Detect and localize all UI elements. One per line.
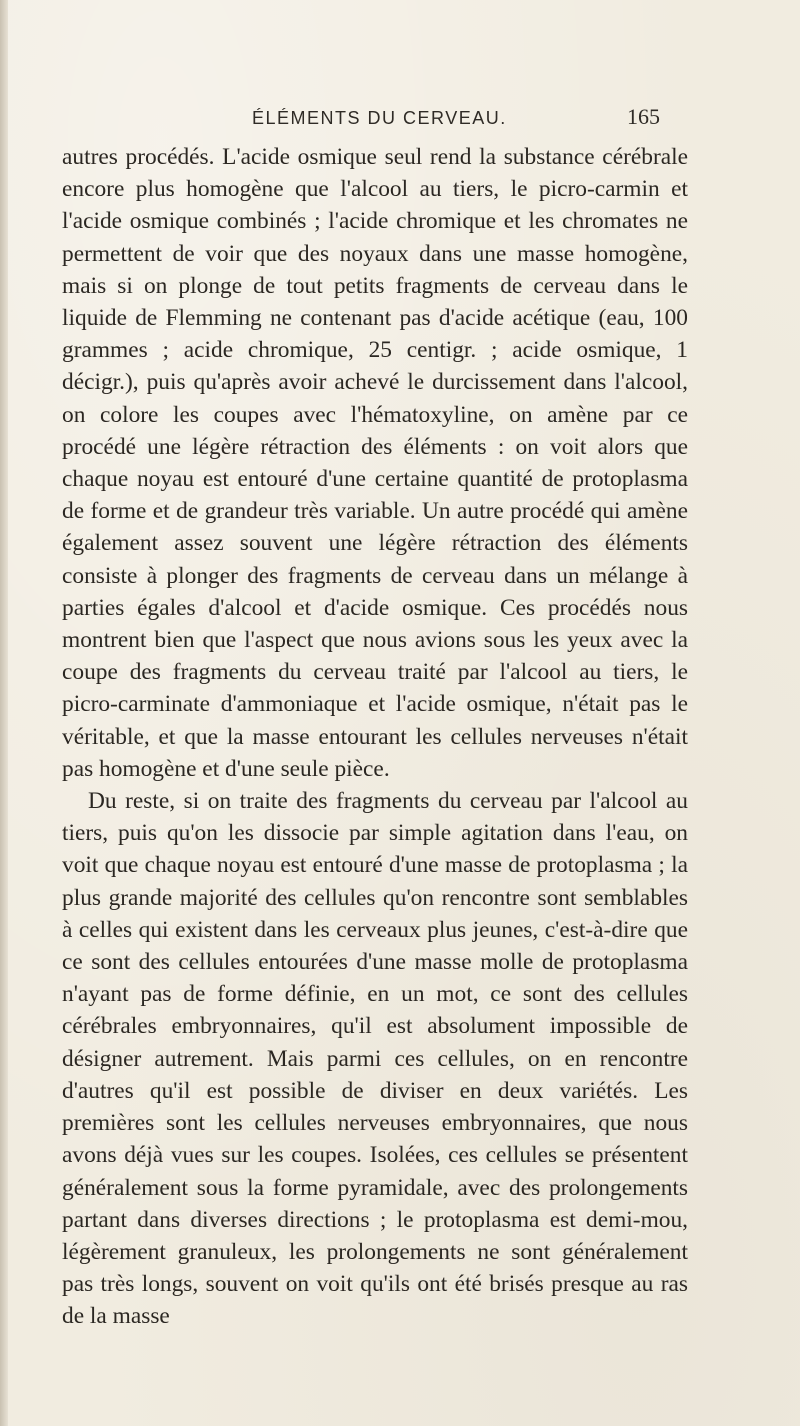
- page-gutter-edge: [0, 0, 8, 1426]
- running-title: ÉLÉMENTS DU CERVEAU.: [252, 108, 507, 128]
- body-text: [62, 141, 688, 1333]
- paragraph: Du reste, si on traite des fragments du cerveau par l'alcool au tiers, puis qu'on les dissocie par simple agitation dans l'eau, on voit que chaque noyau est entouré d'une masse de protoplasma ; la plus grande majorité des cellules qu'on rencontre sont semblables à celles qui existent dans les cerveaux plus jeunes, c'est-à-dire que ce sont des cellules entourées d'une masse molle de protoplasma n'ayant pas de forme définie, en un mot, ce sont des cellules cérébrales embryonnaires, qu'il est absolument impossible de désigner autrement. Mais parmi ces cellules, on en rencontre d'autres qu'il est possible de diviser en deux variétés. Les premières sont les cellules nerveuses embryonnaires, que nous avons déjà vues sur les coupes. Isolées, ces cellules se présentent généralement sous la forme pyramidale, avec des prolongements partant dans diverses directions ; le protoplasma est demi-mou, légèrement granuleux, les prolongements ne sont généralement pas très longs, souvent on voit qu'ils ont été brisés presque au ras de la masse: [62, 788, 688, 1330]
- paragraph-continued: autres procédés. L'acide osmique seul rend la substance cérébrale encore plus homogène que l'alcool au tiers, le picro-carmin et l'acide osmique combinés ; l'acide chromique et les chromates ne permettent de voir que des noyaux dans une masse homogène, mais si on plonge de tout petits fragments de cerveau dans le liquide de Flemming ne contenant pas d'acide acétique (eau, 100 grammes ; acide chromique, 25 centigr. ; acide osmique, 1 décigr.), puis qu'après avoir achevé le durcissement dans l'alcool, on colore les coupes avec l'hématoxyline, on amène par ce procédé une légère rétraction des éléments : on voit alors que chaque noyau est entouré d'une certaine quantité de protoplasma de forme et de grandeur très variable. Un autre procédé qui amène également assez souvent une légère rétraction des éléments consiste à plonger des fragments de cerveau dans un mélange à parties égales d'alcool et d'acide osmique. Ces procédés nous montrent bien que l'aspect que nous avions sous les yeux avec la coupe des fragments du cerveau traité par l'alcool au tiers, le picro-carminate d'ammoniaque et l'acide osmique, n'était pas le véritable, et que la masse entourant les cellules nerveuses n'était pas homogène et d'une seule pièce.: [62, 144, 688, 782]
- page-number: 165: [627, 104, 660, 129]
